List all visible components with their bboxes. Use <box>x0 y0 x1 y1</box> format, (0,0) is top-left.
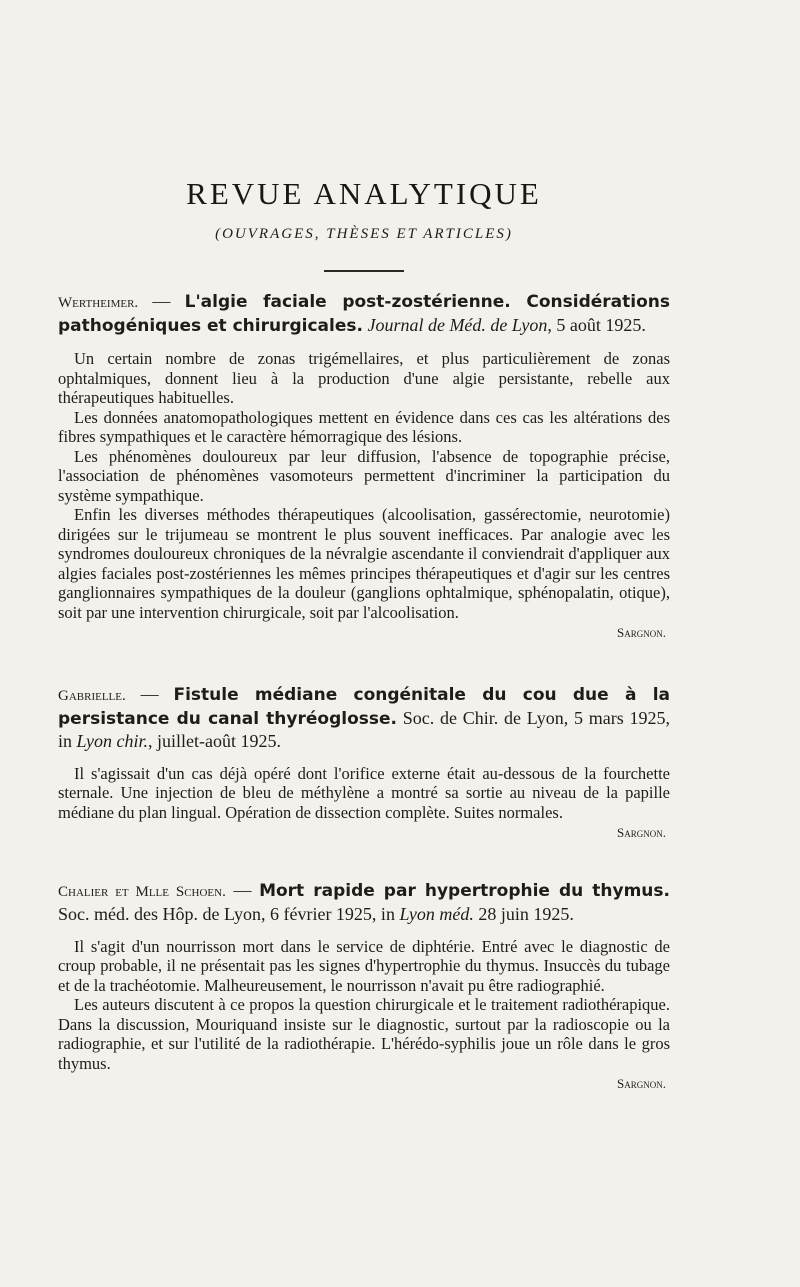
entry-journal: Lyon chir. <box>76 730 148 751</box>
entry-heading <box>58 290 670 337</box>
entry-dash: — <box>125 683 174 704</box>
page-title: REVUE ANALYTIQUE <box>186 176 542 211</box>
entry-date: 28 juin 1925. <box>473 903 574 924</box>
title-divider <box>324 270 404 272</box>
entry-paragraph: Il s'agit d'un nourrisson mort dans le service de diphtérie. Entré avec le diagnostic de croup probable, il ne présentait pas les signes d'hypertrophie du thymus. Insuccès du tubage et de la trachéotomie. Malheureusement, le nourrisson n'avait pu être radiographié. <box>58 936 670 995</box>
entry-source: Soc. de Chir. de Lyon, 5 mars 1925, in <box>58 707 670 751</box>
entry-body <box>58 764 670 843</box>
review-entry <box>58 290 670 643</box>
entry-paragraph: Les données anatomopathologiques mettent en évidence dans ces cas les altérations des fibres sympathiques et le caractère hémorragique des lésions. <box>58 407 670 446</box>
entry-heading <box>58 879 670 925</box>
entry-paragraph: Un certain nombre de zonas trigémellaires, et plus particulièrement de zonas ophtalmiques, donnent lieu à la production d'une algie persistante, rebelle aux thérapeutiques habituelles. <box>58 349 670 407</box>
entry-author: Gabrielle. <box>58 687 126 704</box>
page-subtitle: (OUVRAGES, THÈSES ET ARTICLES) <box>215 226 513 242</box>
entry-paragraph: Les phénomènes douloureux par leur diffusion, l'absence de topographie précise, l'association de phénomènes vasomoteurs permettent d'incriminer la participation du système sympathique. <box>58 446 670 505</box>
entry-signature: Sargnon. <box>617 1076 666 1091</box>
entry-author: Wertheimer. <box>58 295 139 311</box>
entry-signature-line <box>58 622 670 643</box>
review-entry <box>58 683 670 843</box>
entry-paragraph: Enfin les diverses méthodes thérapeutiques (alcoolisation, gassérectomie, neurotomie) dirigées sur le trijumeau se montrent le plus souvent inefficaces. Par analogie avec les syndromes douloureux chroniques de la névralgie ascendante il conviendrait d'appliquer aux algies faciales post-zostériennes les mêmes principes thérapeutiques et d'agir sur les centres ganglionnaires sympathiques de la douleur (ganglions ophtalmique, sphénopalatin, otique), soit par une intervention chirurgicale, soit par l'alcoolisation. <box>58 505 670 622</box>
entry-signature-line <box>58 1073 670 1094</box>
entry-author: Chalier et Mlle Schoen. <box>58 883 226 900</box>
page-content <box>58 176 670 1094</box>
entry-dash: — <box>138 291 185 311</box>
entry-body <box>58 937 670 1094</box>
entry-date: , 5 août 1925. <box>547 315 646 335</box>
entry-dash: — <box>225 879 260 900</box>
entry-signature: Sargnon. <box>617 625 666 640</box>
entry-body <box>58 349 670 643</box>
entry-title: L'algie faciale post-zostérienne. Considérations pathogéniques et chirurgicales. <box>58 292 670 336</box>
entry-journal: Lyon méd. <box>399 903 474 924</box>
entry-spacer <box>58 643 670 683</box>
entry-title: Fistule médiane congénitale du cou due à la persistance du canal thyréoglosse. <box>58 684 671 729</box>
entry-source: Soc. méd. des Hôp. de Lyon, 6 février 1925, in <box>58 903 400 924</box>
entry-paragraph: Les auteurs discutent à ce propos la question chirurgicale et le traitement radiothérapique. Dans la discussion, Mouriquand insiste sur le diagnostic, surtout par la radioscopie ou la radiographie, et sur l'utilité de la radiothérapie. L'hérédo-syphilis joue un rôle dans le gros thymus. <box>58 995 670 1073</box>
entry-spacer <box>58 843 670 879</box>
entry-signature: Sargnon. <box>617 825 666 840</box>
entry-heading <box>58 683 670 752</box>
entry-title: Mort rapide par hypertrophie du thymus. <box>259 880 670 901</box>
entry-signature-line <box>58 822 670 843</box>
review-entry <box>58 879 670 1094</box>
entry-date: , juillet-août 1925. <box>147 730 281 751</box>
entry-journal: Journal de Méd. de Lyon <box>367 315 548 335</box>
entry-paragraph: Il s'agissait d'un cas déjà opéré dont l'orifice externe était au-dessous de la fourchette sternale. Une injection de bleu de méthylène a montré sa sortie au niveau de la papille médiane du plan lingual. Opération de dissection complète. Suites normales. <box>58 763 670 822</box>
